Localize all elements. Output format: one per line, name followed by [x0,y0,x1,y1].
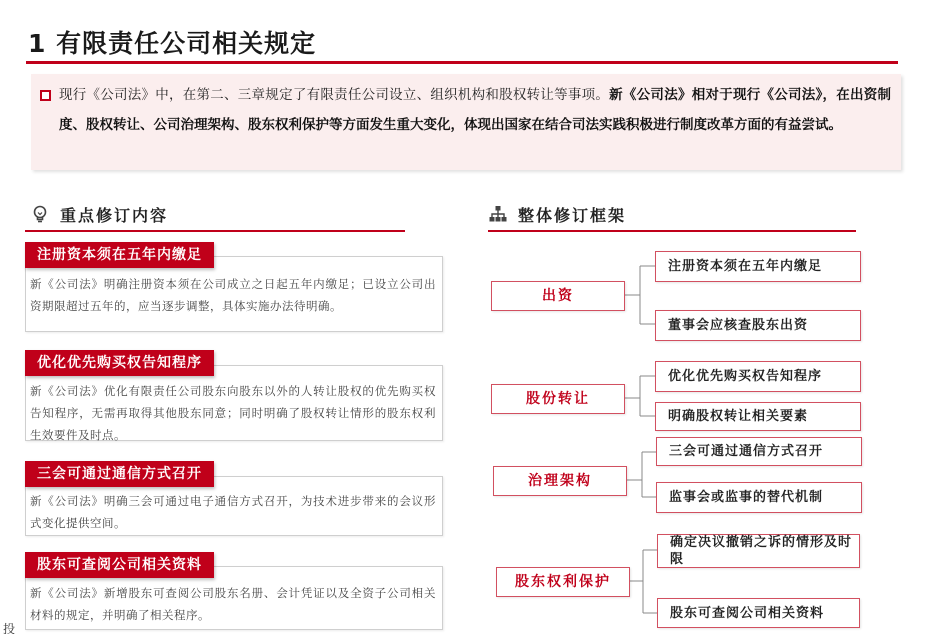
card-1-text: 新《公司法》明确注册资本须在公司成立之日起五年内缴足；已设立公司出资期限超过五年的，应当逐步调整，具体实施办法待明确。 [30,277,436,313]
category-governance: 治理架构 [493,466,627,496]
item-capital-1: 注册资本须在五年内缴足 [655,251,861,282]
item-transfer-1: 优化优先购买权告知程序 [655,361,861,392]
item-transfer-2: 明确股权转让相关要素 [655,402,861,431]
page-title: 1 有限责任公司相关规定 [28,29,317,58]
intro-highlight-1: 新《公司法》相对于现行 [609,87,761,103]
card-3-tag: 三会可通过通信方式召开 [25,461,214,487]
footer-fragment: 投 [3,622,16,634]
intro-highlight-3: 积极进行制度改革方面的有益尝试。 [626,117,842,133]
item-rights-2: 股东可查阅公司相关资料 [657,598,860,628]
intro-highlight-2: 《公司法》，在出资制度、股权转让、公司治理架构、股东权利保护等方面发生重大变化，体现出国家在结合司法实践 [59,87,892,133]
card-3-text: 新《公司法》明确三会可通过电子通信方式召开，为技术进步带来的会议形式变化提供空间。 [30,494,436,530]
card-1-tag: 注册资本须在五年内缴足 [25,242,214,268]
card-2-tag: 优化优先购买权告知程序 [25,350,214,376]
card-4-text: 新《公司法》新增股东可查阅公司股东名册、会计凭证以及全资子公司相关材料的规定，并明确了相关程序。 [30,586,436,622]
item-governance-1: 三会可通过通信方式召开 [656,437,862,466]
item-governance-2: 监事会或监事的替代机制 [656,482,862,513]
left-section-heading: 重点修订内容 [60,206,169,225]
card-2-text: 新《公司法》优化有限责任公司股东向股东以外的人转让股权的优先购买权告知程序，无需再取得其他股东同意；同时明确了股权转让情形的股东权利生效要件及时点。 [30,384,436,442]
card-4-tag: 股东可查阅公司相关资料 [25,552,214,578]
category-share-transfer: 股份转让 [491,384,625,414]
right-section-heading: 整体修订框架 [518,206,627,225]
item-rights-1: 确定决议撤销之诉的情形及时限 [657,534,860,568]
category-capital: 出资 [491,281,625,311]
intro-plain: 现行《公司法》中，在第二、三章规定了有限责任公司设立、组织机构和股权转让等事项。 [59,87,610,103]
item-capital-2: 董事会应核查股东出资 [655,310,861,341]
category-shareholder-rights: 股东权利保护 [496,567,630,597]
